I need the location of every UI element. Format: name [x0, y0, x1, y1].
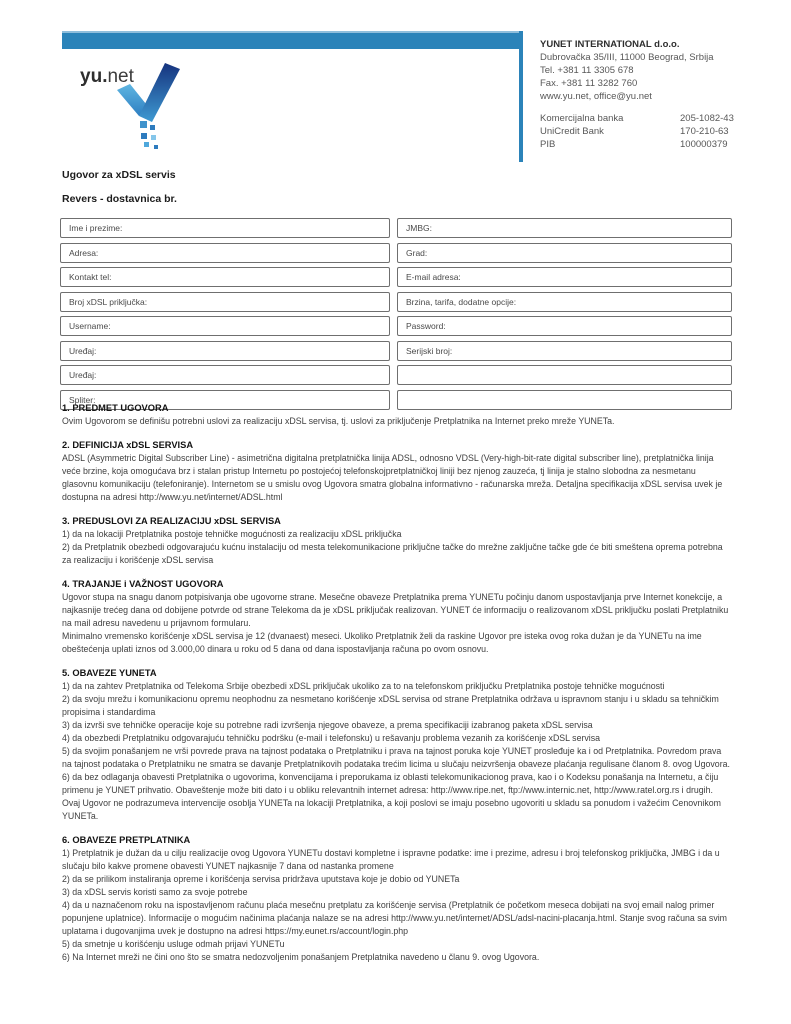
form-row — [60, 365, 732, 385]
company-web: www.yu.net, office@yu.net — [540, 91, 652, 102]
section-heading: 6. OBAVEZE PRETPLATNIKA — [62, 835, 191, 845]
subscriber-form — [60, 218, 732, 414]
company-info — [540, 38, 714, 103]
bank-value: 170-210-63 — [680, 126, 729, 137]
section-paragraph: Ugovor stupa na snagu danom potpisivanja obe ugovorne strane. Mesečne obaveze Pretplatnika prema YUNETu počinju danom uspostavljanja prve Internet konekcije, a najkasnije trećeg dana od dobijene potvrde od strane Telekoma da je xDSL priključak realizovan. YUNET će informaciju o realizovanom xDSL priključku poslati Pretplatniku na mail adresu navedenu u prijavnom formularu. — [62, 592, 729, 628]
form-row — [60, 341, 732, 361]
form-field-empty-1[interactable] — [397, 365, 732, 385]
yunet-y-checkmark-icon — [112, 58, 192, 153]
form-field-grad[interactable]: Grad: — [397, 243, 732, 263]
section-paragraph: 5) da smetnje u korišćenju usluge odmah prijavi YUNETu — [62, 939, 285, 949]
contract-section-6 — [62, 834, 733, 964]
section-paragraph: 1) da na lokaciji Pretplatnika postoje tehničke mogućnosti za realizaciju xDSL priključka — [62, 529, 402, 539]
section-heading: 1. PREDMET UGOVORA — [62, 403, 169, 413]
contract-section-2 — [62, 439, 733, 504]
bank-value: 205-1082-43 — [680, 113, 734, 124]
logo-yu: yu — [80, 66, 103, 87]
contract-section-1 — [62, 402, 733, 428]
form-field-brzina-tarifa-opcije[interactable]: Brzina, tarifa, dodatne opcije: — [397, 292, 732, 312]
section-paragraph: 6) da bez odlaganja obavesti Pretplatnika o ugovorima, konvencijama i preporukama iz oblasti telekomunikacionog prava, kao i o Kodeksu ponašanja na Internetu, a čiju primenu je YUNET prihvatio. Obaveštenje može biti dato i u obliku relevantnih internet adresa: http://www.ripe.net, ftp://www.internic.net, http://www.ratel.org.rs i drugih. — [62, 772, 719, 795]
bank-label: UniCredit Bank — [540, 126, 604, 137]
section-paragraph: 1) da na zahtev Pretplatnika od Telekoma Srbije obezbedi xDSL priključak ukoliko za to na telefonskom priključku Pretplatnika postoje tehničke mogućnosti — [62, 681, 665, 691]
form-row — [60, 243, 732, 263]
form-field-username[interactable]: Username: — [60, 316, 390, 336]
form-field-email-adresa[interactable]: E-mail adresa: — [397, 267, 732, 287]
contract-title: Ugovor za xDSL servis — [62, 169, 176, 181]
form-field-spliter[interactable]: Spliter: — [60, 390, 390, 410]
section-paragraph: 2) da Pretplatnik obezbedi odgovarajuću kućnu instalaciju od mesta telekomunikacione priključne tačke do mrežne zaključne tačke gde će biti smeštena oprema potrebna za realizaciju i korišćenje xDSL servisa — [62, 542, 723, 565]
section-paragraph: ADSL (Asymmetric Digital Subscriber Line) - asimetrična digitalna pretplatnička linija ADSL, odnosno VDSL (Very-high-bit-rate digital subscriber line), pretplatnička linija veće brzine, koja omogućava brz i stalan pristup Internetu po postojećoj telefonskojpretplatničkoj liniji bez njenog zauzeća, tj linija je stalno slobodna za nesmetanu glasovnu komunikaciju (telefoniranje). Internetom se u smislu ovog Ugovora smatra globalna informativno - računarska mreža. Detaljna specifikacija xDSL servisa uvek je dostupna na adresi http://www.yu.net/internet/ADSL.html — [62, 453, 723, 502]
section-heading: 2. DEFINICIJA xDSL SERVISA — [62, 440, 194, 450]
section-paragraph: 5) da svojim ponašanjem ne vrši povrede prava na tajnost podataka o Pretplatniku i prava na tajnost poruka koje YUNET prosleđuje ka i od Pretplatnika. Povredom prava na tajnost podataka o Pretplatniku ne smatra se davanje Pretplatnikovih podataka trećim licima u slučaju neizvršenja obaveze plaćanja regulisane članom 8. ovog Ugovora. — [62, 746, 730, 769]
form-row — [60, 267, 732, 287]
bank-value: 100000379 — [680, 139, 728, 150]
bank-accounts — [540, 112, 734, 151]
section-paragraph: 3) da xDSL servis koristi samo za svoje potrebe — [62, 887, 248, 897]
company-fax: Fax. +381 11 3282 760 — [540, 78, 638, 89]
section-paragraph: Ovaj Ugovor ne podrazumeva intervencije osoblja YUNETa na lokaciji Pretplatnika, a koji poslovi se imaju posebno ugovoriti u skladu sa ponudom i važećim Cenovnikom YUNETa. — [62, 798, 721, 821]
revers-title: Revers - dostavnica br. — [62, 193, 177, 205]
logo-net: net — [107, 66, 134, 87]
header-vertical-rule — [519, 31, 523, 162]
header-accent-bar — [62, 31, 523, 49]
contract-section-3 — [62, 515, 733, 567]
company-tel: Tel. +381 11 3305 678 — [540, 65, 634, 76]
form-field-uredjaj-1[interactable]: Uređaj: — [60, 341, 390, 361]
form-field-kontakt-tel[interactable]: Kontakt tel: — [60, 267, 390, 287]
section-paragraph: Ovim Ugovorom se definišu potrebni uslovi za realizaciju xDSL servisa, tj. uslovi za priključenje Pretplatnika na Internet preko mreže YUNETa. — [62, 416, 615, 426]
form-row — [60, 316, 732, 336]
bank-row — [540, 138, 734, 151]
section-paragraph: 1) Pretplatnik je dužan da u cilju realizacije ovog Ugovora YUNETu dostavi kompletne i ispravne podatke: ime i prezime, adresu i broj telefonskog priključka, JMBG i da u slučaju bilo kakve promene obavesti YUNET najkasnije 7 dana od nastanka promene — [62, 848, 720, 871]
section-heading: 5. OBAVEZE YUNETA — [62, 668, 157, 678]
contract-section-5 — [62, 667, 733, 823]
section-heading: 3. PREDUSLOVI ZA REALIZACIJU xDSL SERVISA — [62, 516, 281, 526]
form-row — [60, 292, 732, 312]
form-field-serijski-broj[interactable]: Serijski broj: — [397, 341, 732, 361]
company-address: Dubrovačka 35/III, 11000 Beograd, Srbija — [540, 52, 714, 63]
form-field-broj-xdsl-prikljucka[interactable]: Broj xDSL priključka: — [60, 292, 390, 312]
company-name: YUNET INTERNATIONAL d.o.o. — [540, 39, 680, 50]
form-field-uredjaj-2[interactable]: Uređaj: — [60, 365, 390, 385]
form-field-password[interactable]: Password: — [397, 316, 732, 336]
logo-dot: . — [102, 66, 108, 87]
bank-label: PIB — [540, 139, 556, 150]
contract-body — [62, 402, 733, 975]
section-paragraph: 2) da svoju mrežu i komunikacionu opremu neophodnu za nesmetano korišćenje xDSL servisa od strane Pretplatnika održava u ispravnom stanju i u skladu sa tehničkim propisima i standardima — [62, 694, 719, 717]
section-paragraph: 6) Na Internet mreži ne čini ono što se smatra nedozvoljenim ponašanjem Pretplatnika navedeno u članu 9. ovog Ugovora. — [62, 952, 540, 962]
form-field-jmbg[interactable]: JMBG: — [397, 218, 732, 238]
section-paragraph: 4) da u naznačenom roku na ispostavljenom računu plaća mesečnu pretplatu za korišćenje servisa (Pretplatnik će početkom meseca dobijati na svoj email nalog primer popunjene uplatnice). Informacije o mogućim načinima plaćanja nalaze se na adresi http://www.yu.net/internet/ADSL/adsl-nacini-placanja.html. Stanje svog računa sa svim uplatama i dugovanjima uvek je dostupno na adresi https://my.eunet.rs/account/login.php — [62, 900, 728, 936]
form-field-ime-i-prezime[interactable]: Ime i prezime: — [60, 218, 390, 238]
bank-row — [540, 112, 734, 125]
contract-section-4 — [62, 578, 733, 656]
section-paragraph: 2) da se prilikom instaliranja opreme i korišćenja servisa pridržava uputstava koje je dobio od YUNETa — [62, 874, 460, 884]
form-row — [60, 218, 732, 238]
section-paragraph: 3) da izvrši sve tehničke operacije koje su potrebne radi izvršenja njegove obaveze, a prema specifikaciji izabranog paketa xDSL servisa — [62, 720, 593, 730]
section-heading: 4. TRAJANJE i VAŽNOST UGOVORA — [62, 579, 224, 589]
section-paragraph: 4) da obezbedi Pretplatniku odgovarajuću tehničku podršku (e-mail i telefonsku) u rešavanju problema vezanih za korišćenje xDSL servisa — [62, 733, 601, 743]
section-paragraph: Minimalno vremensko korišćenje xDSL servisa je 12 (dvanaest) meseci. Ukoliko Pretplatnik želi da raskine Ugovor pre isteka ovog roka dužan je da YUNETu na ime obeštećenja uplati iznos od 3.000,00 dinara u roku od 5 dana od dana ispostavljanja računa po ovom osnovu. — [62, 631, 702, 654]
bank-row — [540, 125, 734, 138]
bank-label: Komercijalna banka — [540, 113, 624, 124]
form-field-adresa[interactable]: Adresa: — [60, 243, 390, 263]
